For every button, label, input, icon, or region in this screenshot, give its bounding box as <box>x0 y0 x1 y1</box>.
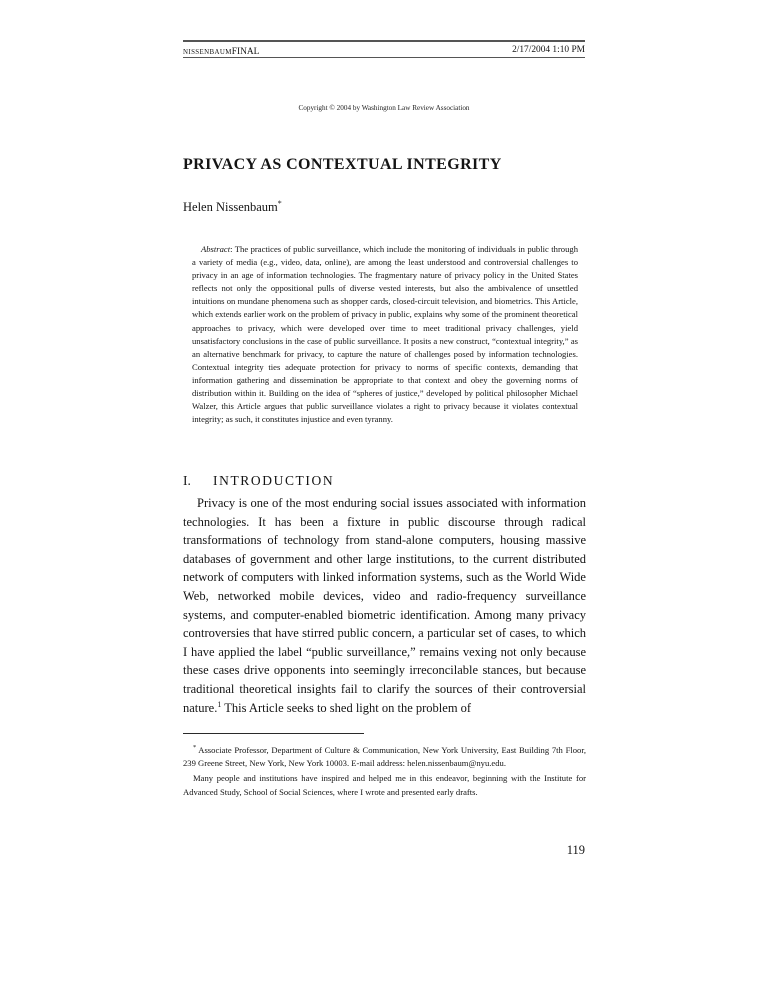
footnote-reference: 1 <box>217 699 222 709</box>
copyright-line: Copyright © 2004 by Washington Law Review Association <box>298 104 470 112</box>
header-doc-id-suffix: FINAL <box>231 46 260 57</box>
section-heading <box>183 473 334 489</box>
body-text: Privacy is one of the most enduring social issues associated with information technologies. It has been a fixture in public discourse through radical transformations of technology from stand-alone computers, housing massive databases of government and other large institutions, to the current distributed network of computers with linked information systems, such as the World Wide Web, networked mobile devices, video and radio-frequency surveillance systems, and computer-enabled biometric identification. Among many privacy controversies that have stirred public concern, a particular set of cases, to which I have applied the label “public surveillance,” remains vexing not only because these cases drive opponents into seemingly irreconcilable stances, but because traditional theoretical insights fail to clarify the sources of their controversial nature. <box>183 496 586 715</box>
author-line <box>183 199 282 215</box>
section-number: I. <box>183 473 191 488</box>
footnote-separator <box>183 733 364 734</box>
author-name: Helen Nissenbaum <box>183 200 278 215</box>
footnote-1-text: Associate Professor, Department of Culture & Communication, New York University, East Building 7th Floor, 239 Greene Street, New York, New York 10003. E-mail address: helen.nissenbaum@nyu.edu. <box>183 745 586 769</box>
footnote-1 <box>183 744 586 770</box>
author-footnote-marker: * <box>277 199 282 208</box>
header-doc-id-name: NISSENBAUM <box>183 48 232 56</box>
abstract-label: Abstract <box>201 244 231 254</box>
body-text-continued: This Article seeks to shed light on the problem of <box>221 700 472 715</box>
footnote-block <box>183 744 586 801</box>
abstract-text: : The practices of public surveillance, which include the monitoring of individuals in public through a variety of media (e.g., video, data, online), are among the least understood and controversial challenges to privacy in an age of information technologies. The fragmentary nature of privacy policy in the United States reflects not only the oppositional pulls of diverse vested interests, but also the ambivalence of unsettled intuitions on mundane phenomena such as shopper cards, closed-circuit television, and biometrics. This Article, which extends earlier work on the problem of privacy in public, explains why some of the prominent theoretical approaches to privacy, which were developed over time to meet traditional privacy challenges, yield unsatisfactory conclusions in the case of public surveillance. It posits a new construct, “contextual integrity,” as an alternative benchmark for privacy, to capture the nature of challenges posed by information technologies. Contextual integrity ties adequate protection for privacy to norms of specific contexts, demanding that information gathering and dissemination be appropriate to that context and obey the governing norms of distribution within it. Building on the idea of “spheres of justice,” developed by political philosopher Michael Walzer, this Article argues that public surveillance violates a right to privacy because it violates contextual integrity; as such, it constitutes injustice and even tyranny. <box>192 244 578 425</box>
header-doc-id <box>183 41 259 59</box>
abstract <box>192 243 578 426</box>
section-title: INTRODUCTION <box>213 473 335 488</box>
article-title: PRIVACY AS CONTEXTUAL INTEGRITY <box>183 156 502 173</box>
page-number: 119 <box>566 843 585 857</box>
footnote-asterisk: * <box>193 744 197 752</box>
footnote-2 <box>183 772 586 798</box>
footnote-2-text: Many people and institutions have inspired and helped me in this endeavor, beginning with the Institute for Advanced Study, School of Social Sciences, where I wrote and presented early drafts. <box>183 773 586 797</box>
body-paragraph <box>183 494 586 717</box>
header-datetime: 2/17/2004 1:10 PM <box>512 44 585 55</box>
running-header <box>183 40 585 58</box>
